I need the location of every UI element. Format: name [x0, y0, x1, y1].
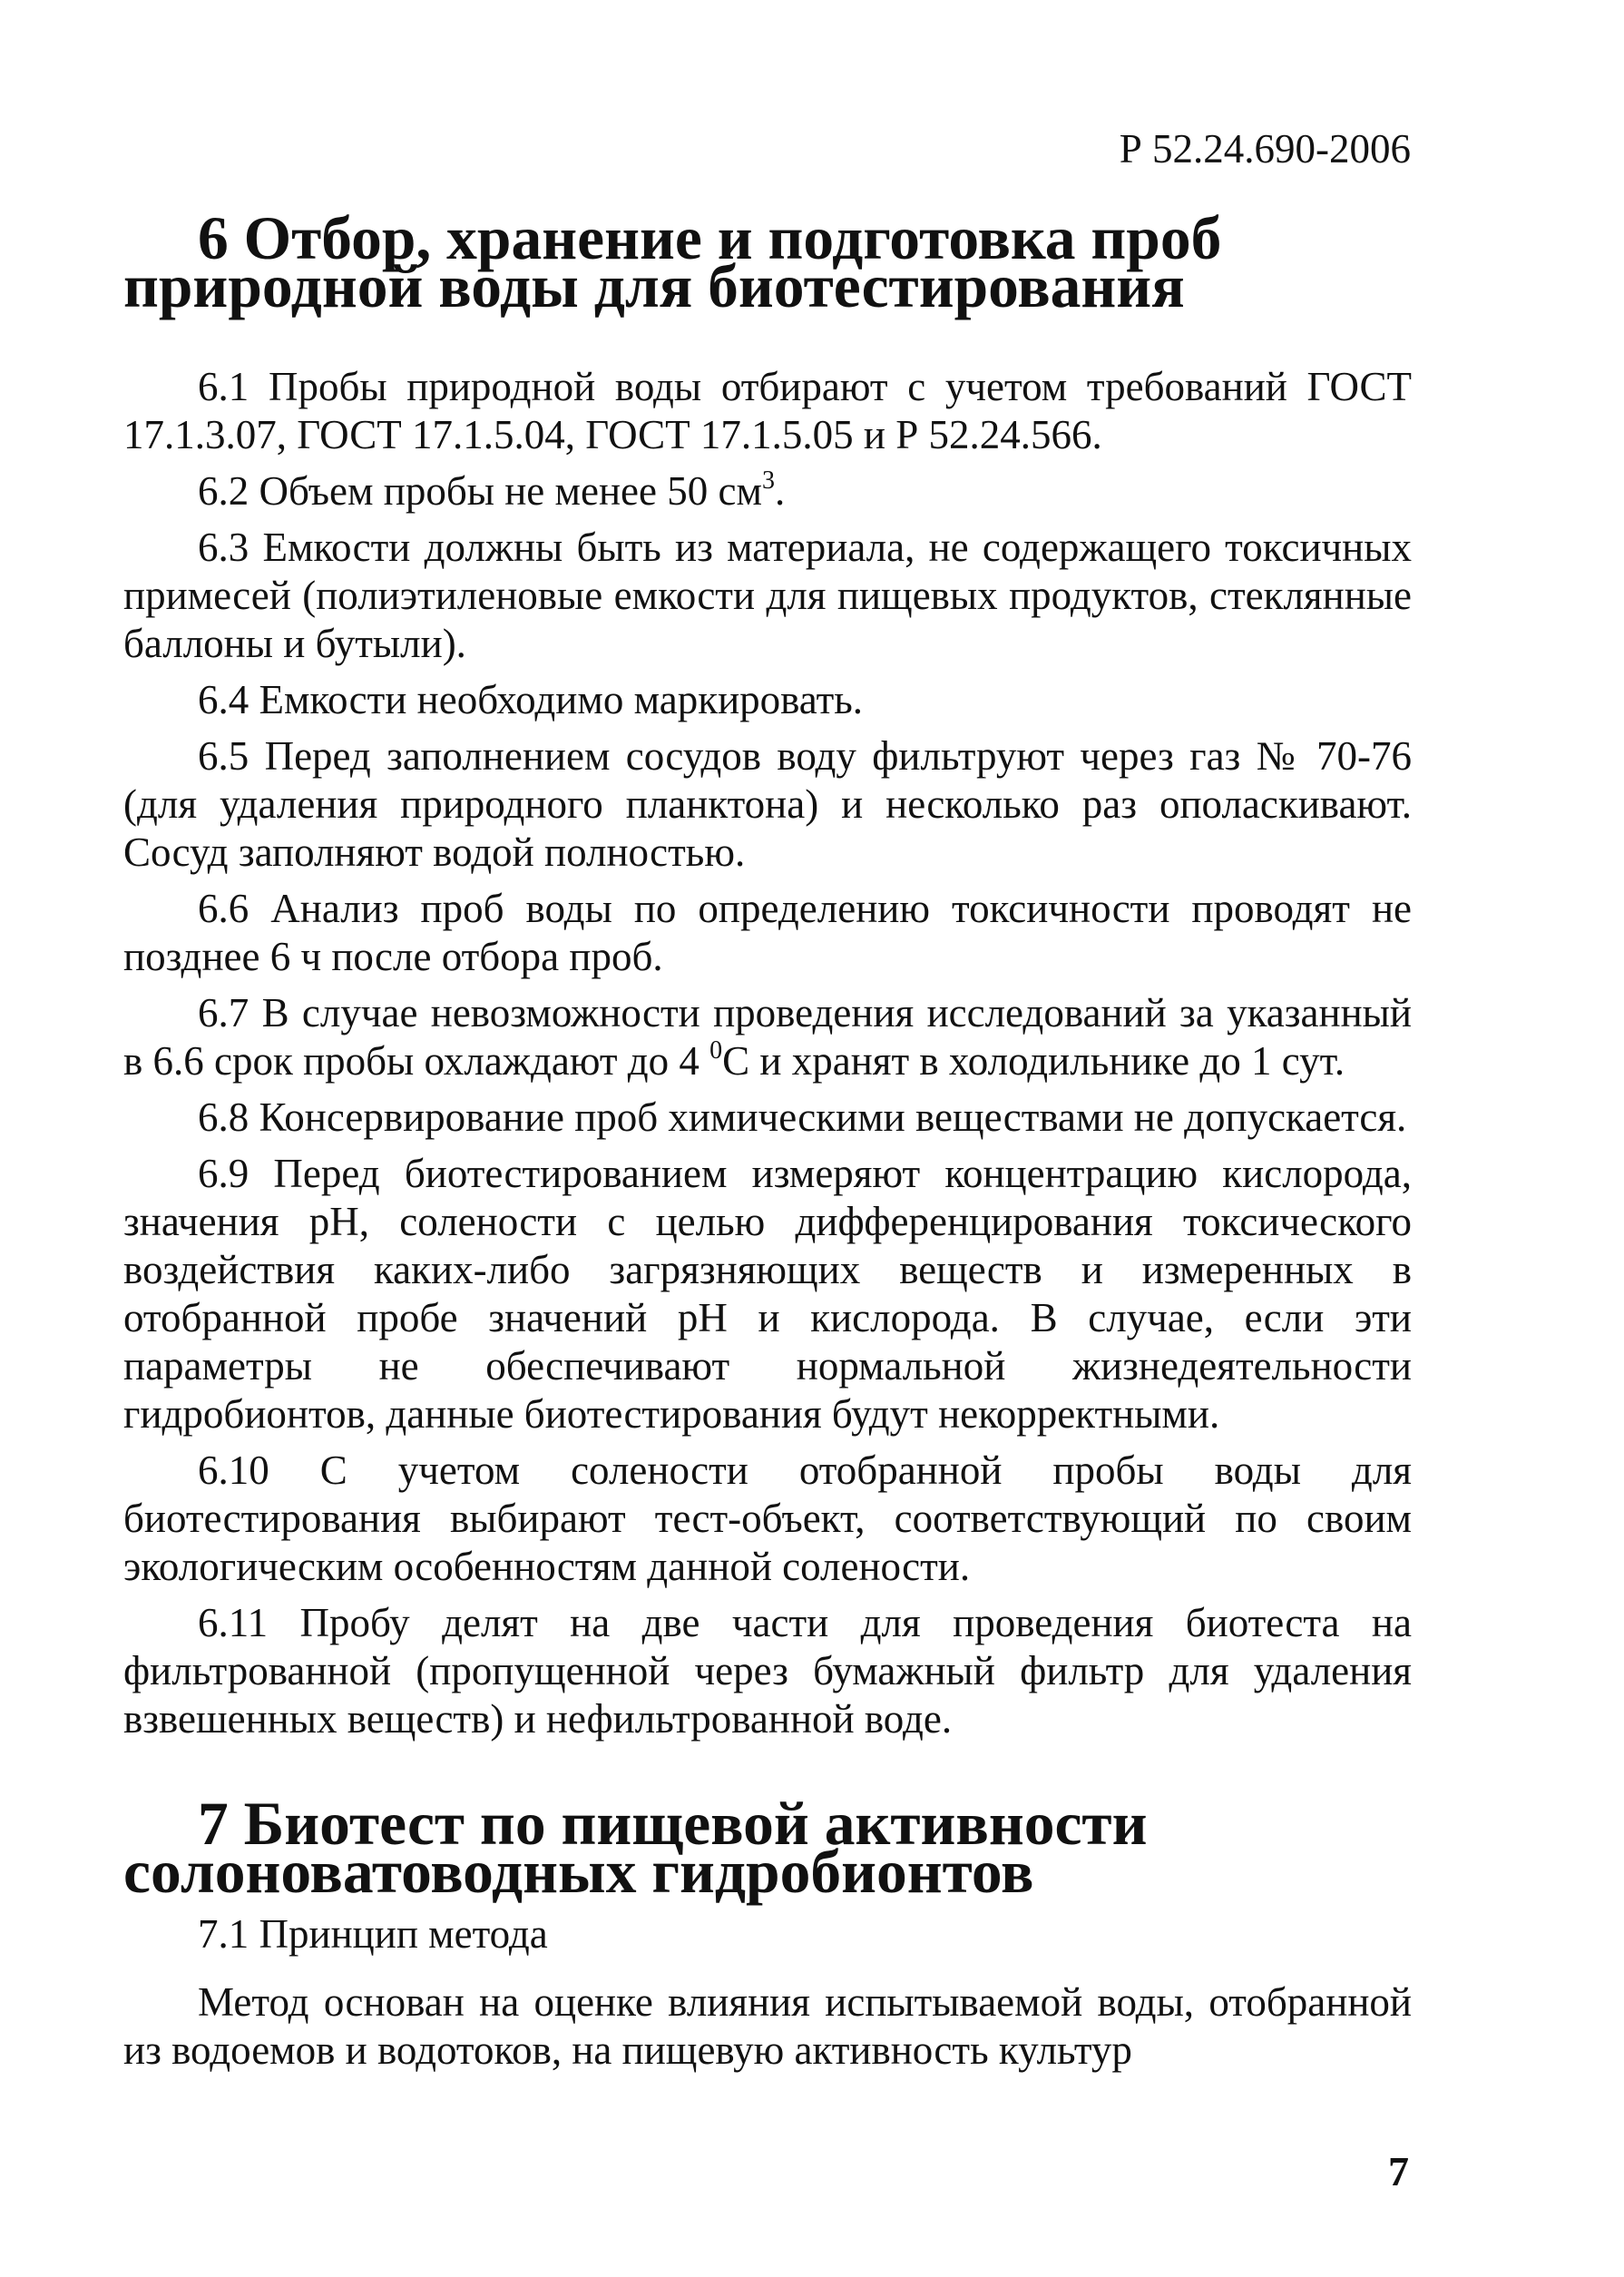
- paragraph-6-11: 6.11 Пробу делят на две части для проведения биотеста на фильтрованной (пропущенной через бумажный фильтр для удаления взвешенных веществ) и нефильтрованной воде.: [123, 1600, 1412, 1742]
- paragraph-6-10: 6.10 С учетом солености отобранной пробы воды для биотестирования выбирают тест-объект, соответствующий по своим экологическим особенностям данной солености.: [123, 1448, 1412, 1589]
- document-code: Р 52.24.690-2006: [1119, 126, 1411, 172]
- superscript-cubic: 3: [761, 466, 775, 495]
- section-7-heading: 7 Биотест по пищевой активности солоноватоводных гидробионтов: [123, 1790, 1148, 1906]
- paragraph-7-1-body: Метод основан на оценке влияния испытываемой воды, отобранной из водоемов и водотоков, на пищевую активность культур: [123, 1979, 1412, 2073]
- paragraph-6-8: 6.8 Консервирование проб химическими веществами не допускается.: [198, 1094, 1407, 1140]
- page-number: 7: [1388, 2148, 1409, 2194]
- paragraph-6-4: 6.4 Емкости необходимо маркировать.: [198, 677, 864, 722]
- page-content: [123, 204, 1412, 2075]
- paragraph-6-5: 6.5 Перед заполнением сосудов воду фильтруют через газ № 70-76 (для удаления природного планктона) и несколько раз ополаскивают. Сосуд заполняют водой полностью.: [123, 733, 1412, 875]
- paragraph-6-2-text: 6.2 Объем пробы не менее 50 см: [198, 468, 762, 514]
- paragraph-6-2-end: .: [774, 468, 786, 514]
- paragraph-6-2: [123, 467, 1412, 515]
- paragraph-6-7-end: С и хранят в холодильнике до 1 сут.: [722, 1038, 1345, 1084]
- subsection-7-1-title: 7.1 Принцип метода: [198, 1911, 548, 1957]
- paragraph-6-3: 6.3 Емкости должны быть из материала, не содержащего токсичных примесей (полиэтиленовые емкости для пищевых продуктов, стеклянные баллоны и бутыли).: [123, 525, 1412, 666]
- section-6-heading: 6 Отбор, хранение и подготовка проб природной воды для биотестирования: [123, 204, 1222, 320]
- superscript-degree: 0: [709, 1036, 723, 1065]
- paragraph-6-6: 6.6 Анализ проб воды по определению токсичности проводят не позднее 6 ч после отбора проб.: [123, 886, 1412, 979]
- paragraph-6-7: [123, 989, 1412, 1085]
- paragraph-6-9: 6.9 Перед биотестированием измеряют концентрацию кислорода, значения рН, солености с целью дифференцирования токсического воздействия каких-либо загрязняющих веществ и измеренных в отобранной пробе значений рН и кислорода. В случае, если эти параметры не обеспечивают нормальной жизнедеятельности гидробионтов, данные биотестирования будут некорректными.: [123, 1151, 1412, 1437]
- paragraph-6-7-text: 6.7 В случае невозможности проведения исследований за указанный в 6.6 срок пробы охлаждают до 4: [123, 990, 1412, 1084]
- paragraph-6-1: 6.1 Пробы природной воды отбирают с учетом требований ГОСТ 17.1.3.07, ГОСТ 17.1.5.04, ГОСТ 17.1.5.05 и Р 52.24.566.: [123, 364, 1412, 457]
